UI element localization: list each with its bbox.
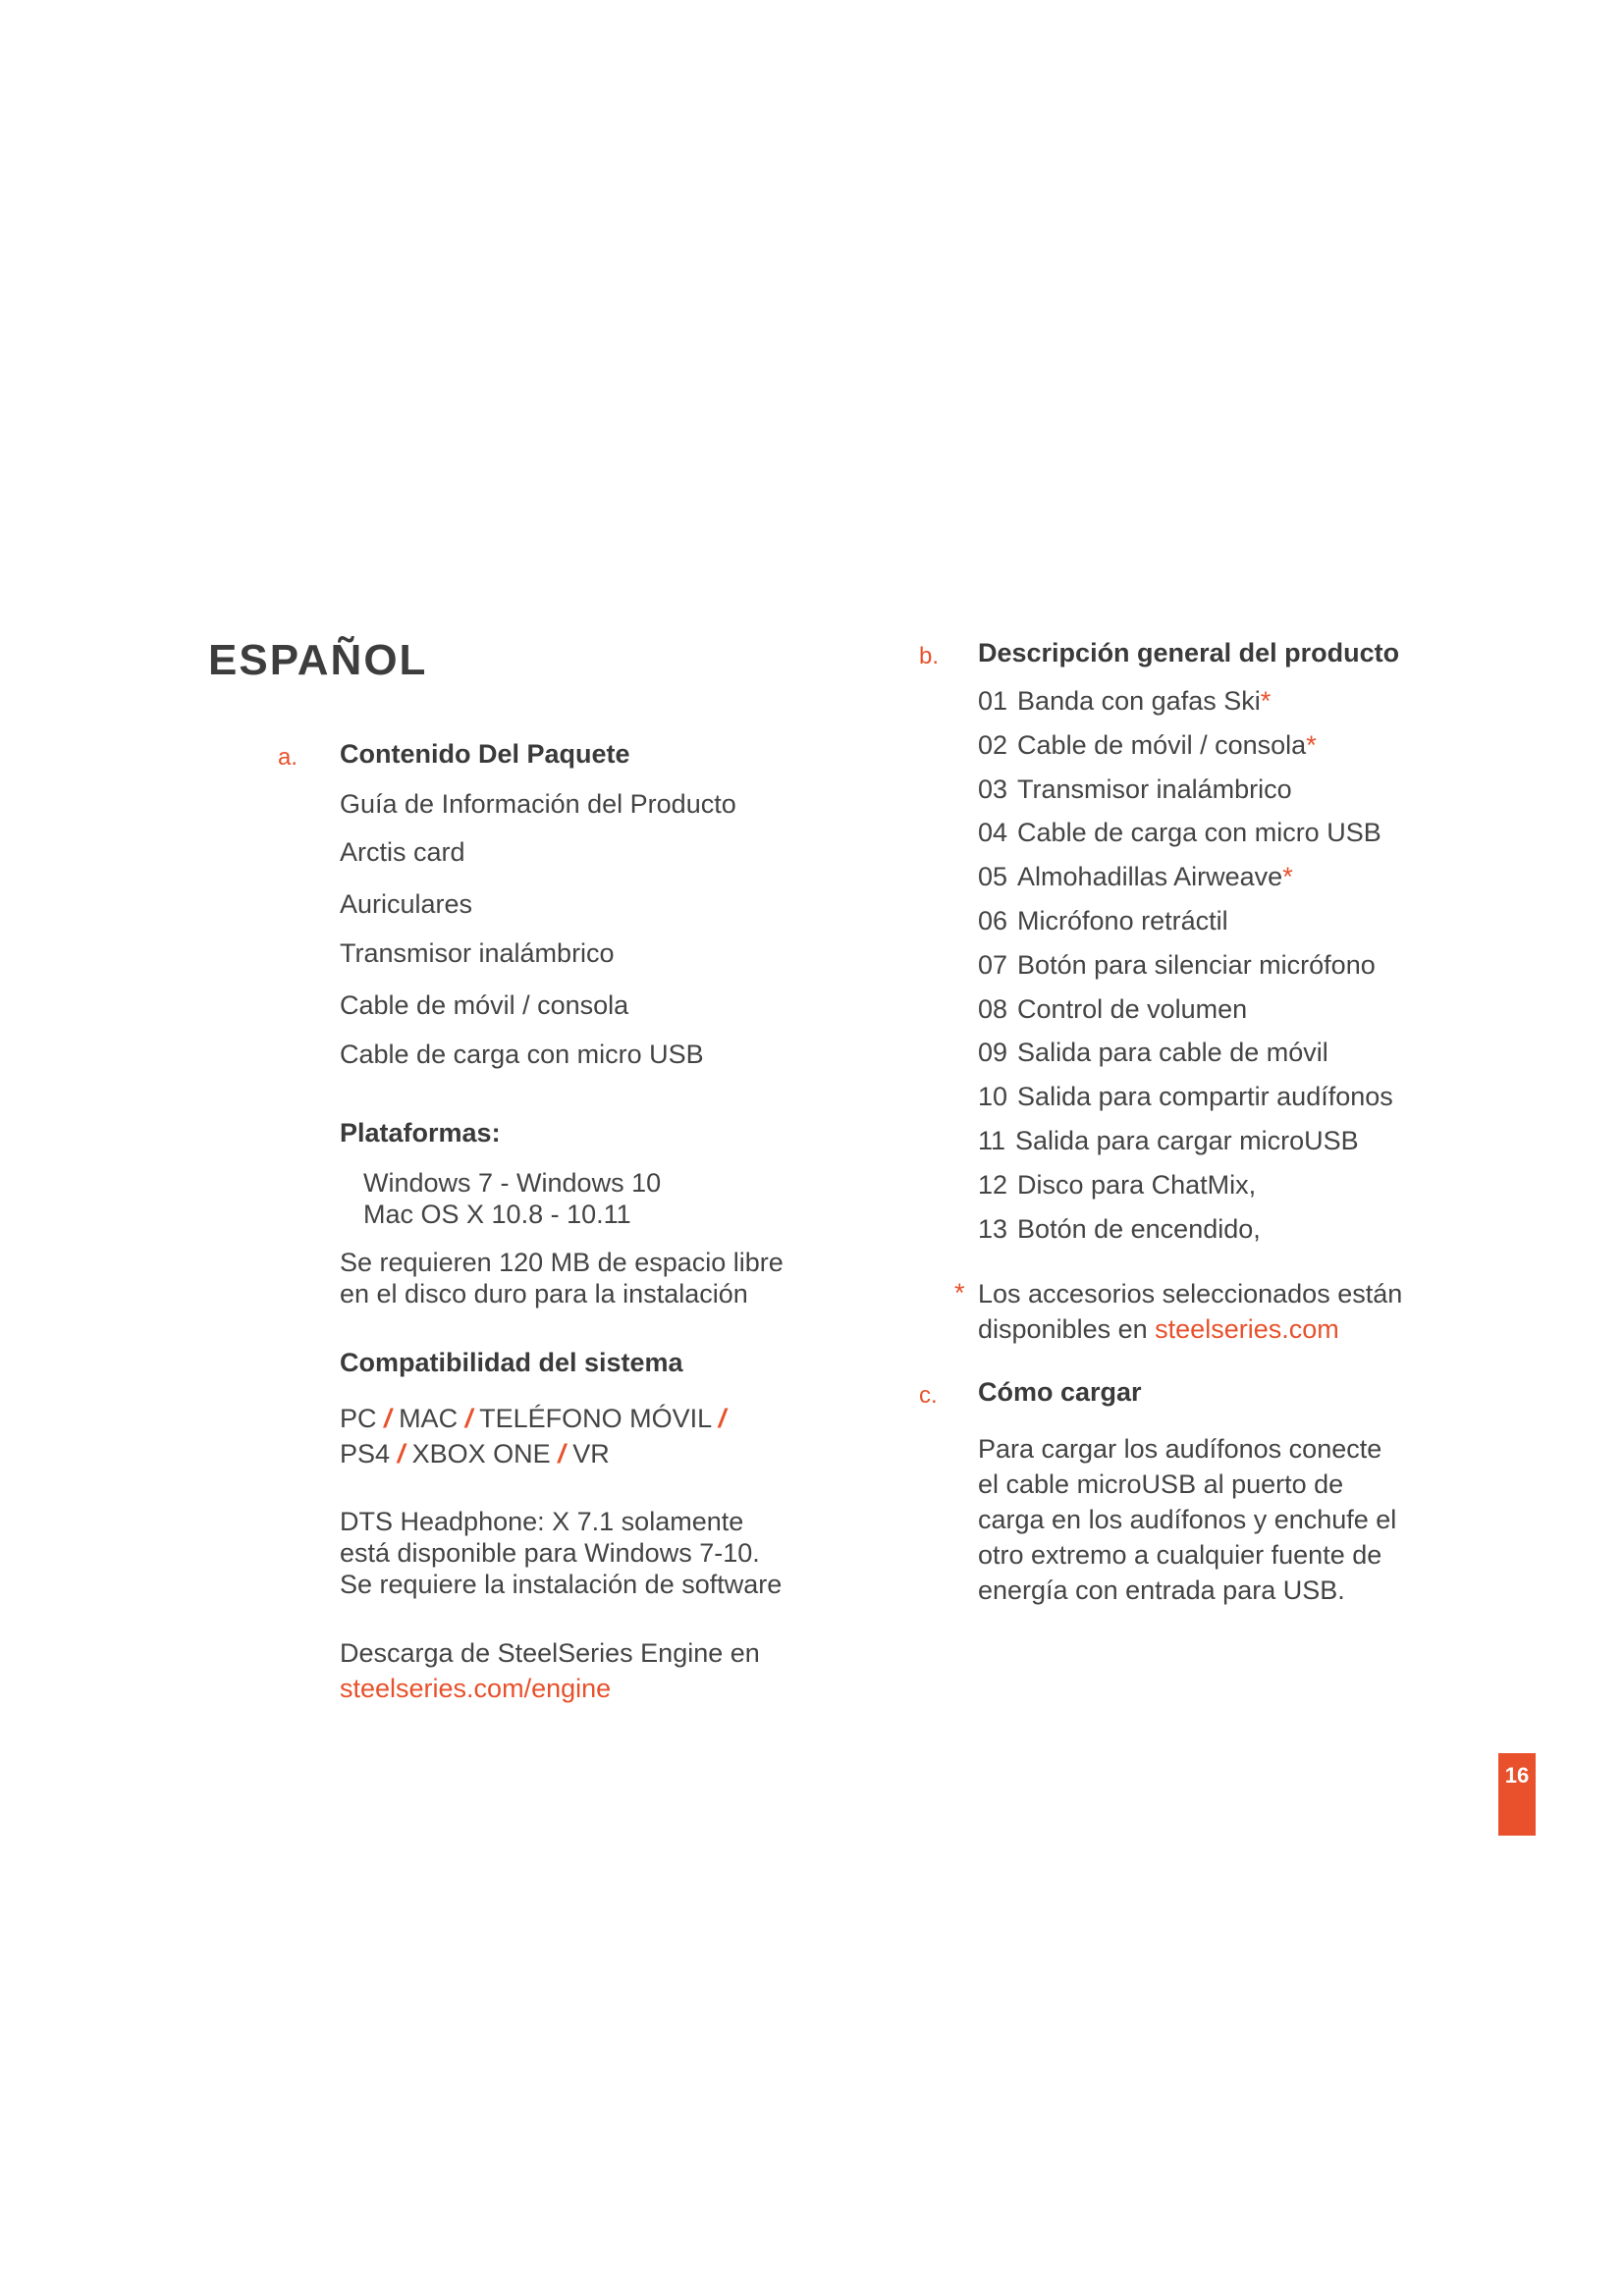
section-c-letter: c. [919, 1382, 938, 1409]
compat-mac: MAC [399, 1404, 459, 1433]
note-asterisk: * [954, 1278, 965, 1308]
compat-row [340, 1436, 726, 1471]
platforms-heading: Plataformas: [340, 1118, 501, 1148]
dts-line: está disponible para Windows 7-10. [340, 1538, 760, 1568]
product-item-number: 01 [978, 686, 1008, 716]
product-item-number: 08 [978, 994, 1008, 1024]
product-item-number: 10 [978, 1082, 1008, 1111]
product-item-number: 11 [978, 1126, 1006, 1155]
page-number: 16 [1504, 1763, 1530, 1788]
separator-slash: / [397, 1439, 406, 1468]
separator-slash: / [464, 1404, 473, 1433]
product-item-number: 12 [978, 1170, 1008, 1200]
product-item-number: 02 [978, 730, 1008, 760]
section-b-heading: Descripción general del producto [978, 638, 1400, 667]
asterisk-marker: * [1306, 730, 1317, 760]
section-c-heading: Cómo cargar [978, 1377, 1142, 1407]
compat-row [340, 1401, 726, 1436]
product-item [978, 1038, 1328, 1068]
product-item [978, 1214, 1261, 1245]
product-item-number: 07 [978, 950, 1008, 980]
package-item: Cable de carga con micro USB [340, 1040, 704, 1069]
platform-item: Mac OS X 10.8 - 10.11 [363, 1200, 631, 1229]
product-item [978, 1082, 1393, 1112]
product-item [978, 862, 1293, 892]
product-item [978, 1170, 1256, 1201]
asterisk-marker: * [1282, 862, 1293, 891]
steelseries-link[interactable]: steelseries.com [1155, 1314, 1339, 1344]
disk-line: en el disco duro para la instalación [340, 1279, 748, 1308]
platforms-list [363, 1167, 661, 1230]
package-item: Transmisor inalámbrico [340, 938, 615, 968]
product-item [978, 774, 1292, 805]
compat-ps4: PS4 [340, 1439, 391, 1468]
product-item-number: 04 [978, 818, 1008, 847]
section-a-heading: Contenido Del Paquete [340, 739, 630, 769]
product-item-label: Salida para cable de móvil [1017, 1038, 1328, 1067]
product-item-label: Disco para ChatMix, [1017, 1170, 1257, 1200]
disk-line: Se requieren 120 MB de espacio libre [340, 1248, 784, 1277]
compat-pc: PC [340, 1404, 377, 1433]
page-number-badge [1498, 1753, 1536, 1836]
charging-instructions [978, 1431, 1396, 1608]
product-item-label: Control de volumen [1017, 994, 1248, 1024]
product-item [978, 818, 1381, 848]
compat-xbox: XBOX ONE [411, 1439, 551, 1468]
separator-slash: / [384, 1404, 392, 1433]
note-line [978, 1311, 1402, 1347]
asterisk-marker: * [1260, 686, 1272, 716]
compat-vr: VR [572, 1439, 610, 1468]
product-item-label: Almohadillas Airweave [1017, 862, 1283, 891]
download-note [340, 1635, 760, 1706]
product-item-number: 13 [978, 1214, 1008, 1244]
disk-requirement [340, 1247, 784, 1309]
charging-line: Para cargar los audífonos conecte [978, 1434, 1382, 1464]
compat-list [340, 1401, 726, 1471]
section-a-letter: a. [278, 744, 298, 771]
product-item [978, 950, 1376, 981]
page-title: ESPAÑOL [208, 636, 428, 684]
product-item-number: 06 [978, 906, 1008, 935]
compat-mobile: TELÉFONO MÓVIL [479, 1404, 712, 1433]
package-item: Arctis card [340, 837, 465, 867]
compat-heading: Compatibilidad del sistema [340, 1348, 683, 1377]
product-item-label: Salida para compartir audífonos [1017, 1082, 1393, 1111]
charging-line: otro extremo a cualquier fuente de [978, 1540, 1382, 1570]
engine-link[interactable]: steelseries.com/engine [340, 1674, 612, 1703]
charging-line: el cable microUSB al puerto de [978, 1469, 1344, 1499]
download-text: Descarga de SteelSeries Engine en [340, 1638, 760, 1668]
product-item [978, 1126, 1359, 1156]
product-item-number: 03 [978, 774, 1008, 804]
separator-slash: / [558, 1439, 566, 1468]
section-b-letter: b. [919, 643, 940, 669]
charging-line: carga en los audífonos y enchufe el [978, 1505, 1397, 1534]
charging-line: energía con entrada para USB. [978, 1575, 1345, 1605]
dts-note [340, 1506, 782, 1600]
package-item: Cable de móvil / consola [340, 990, 629, 1020]
product-item [978, 730, 1317, 761]
dts-line: Se requiere la instalación de software [340, 1570, 783, 1599]
platform-item: Windows 7 - Windows 10 [363, 1168, 662, 1198]
product-item-label: Botón de encendido, [1017, 1214, 1261, 1244]
product-item-label: Micrófono retráctil [1017, 906, 1228, 935]
package-item: Auriculares [340, 889, 473, 919]
product-item-label: Botón para silenciar micrófono [1017, 950, 1376, 980]
product-item-label: Banda con gafas Ski [1017, 686, 1261, 716]
note-line: Los accesorios seleccionados están [978, 1279, 1403, 1308]
product-item-number: 05 [978, 862, 1008, 891]
dts-line: DTS Headphone: X 7.1 solamente [340, 1507, 744, 1536]
product-item-number: 09 [978, 1038, 1008, 1067]
product-item [978, 906, 1228, 936]
note-prefix: disponibles en [978, 1314, 1148, 1344]
product-item-label: Salida para cargar microUSB [1015, 1126, 1359, 1155]
accessories-note [978, 1276, 1402, 1347]
product-item-label: Cable de carga con micro USB [1017, 818, 1381, 847]
separator-slash: / [718, 1404, 727, 1433]
product-item [978, 994, 1247, 1025]
product-item [978, 686, 1271, 717]
product-item-label: Transmisor inalámbrico [1017, 774, 1292, 804]
product-item-label: Cable de móvil / consola [1017, 730, 1307, 760]
package-item: Guía de Información del Producto [340, 789, 736, 819]
